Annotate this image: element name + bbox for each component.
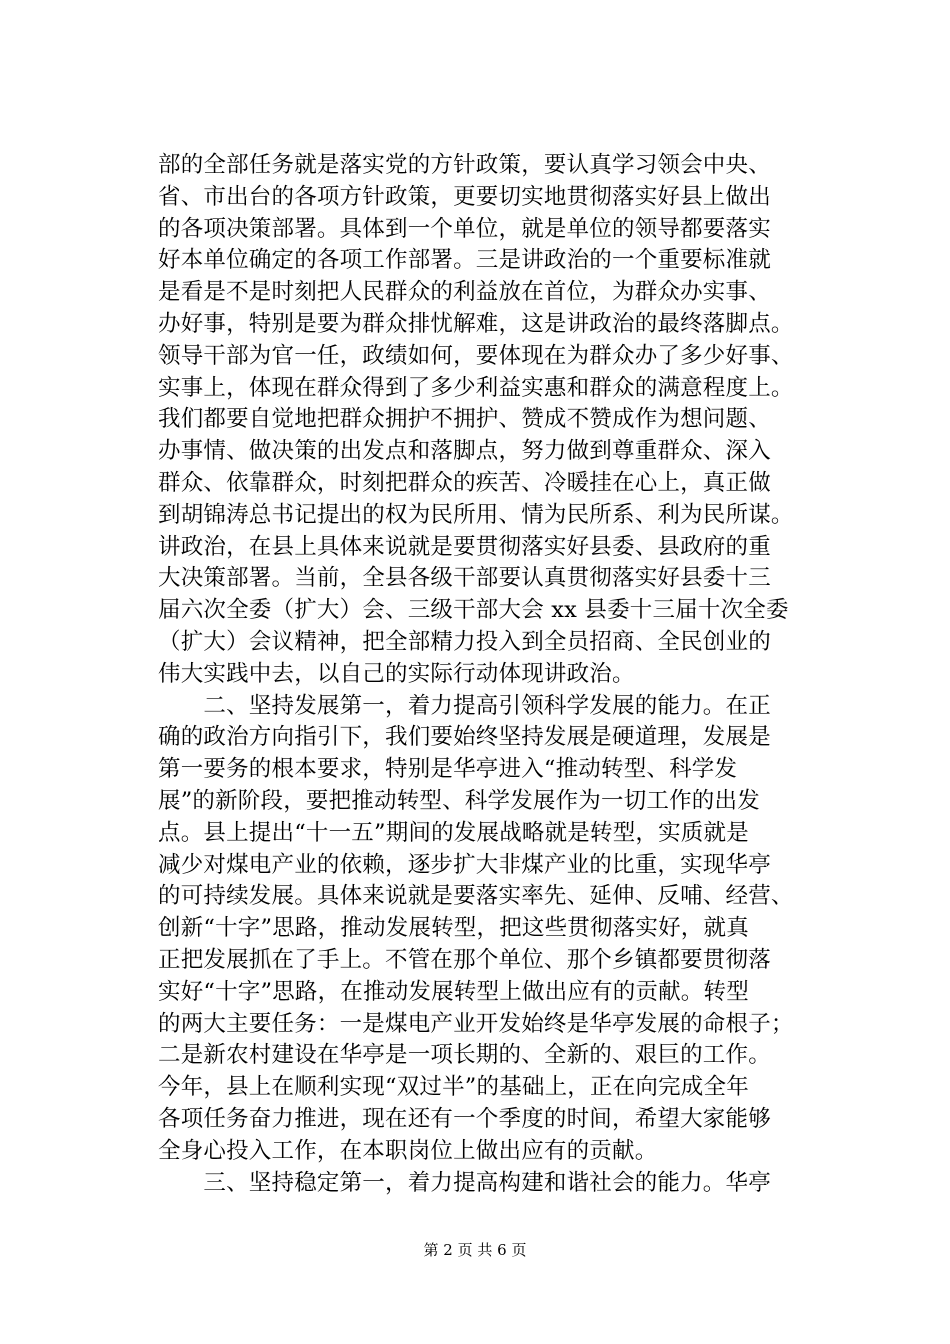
text-line: 讲政治，在县上具体来说就是要贯彻落实好县委、县政府的重 xyxy=(158,533,771,560)
text-line: 群众、依靠群众，时刻把群众的疾苦、冷暖挂在心上，真正做 xyxy=(158,469,771,496)
text-line: 的各项决策部署。具体到一个单位，就是单位的领导都要落实 xyxy=(158,215,771,242)
text-line: 办好事，特别是要为群众排忧解难，这是讲政治的最终落脚点。 xyxy=(158,310,794,337)
text-line: 今年，县上在顺利实现“双过半”的基础上，正在向完成全年 xyxy=(158,1074,749,1101)
text-line: 届六次全委（扩大）会、三级干部大会 xx 县委十三届十次全委 xyxy=(158,597,789,624)
text-line: 全身心投入工作，在本职岗位上做出应有的贡献。 xyxy=(158,1137,658,1164)
text-line: 的两大主要任务：一是煤电产业开发始终是华亭发展的命根子； xyxy=(158,1010,794,1037)
text-line: 各项任务奋力推进，现在还有一个季度的时间，希望大家能够 xyxy=(158,1105,771,1132)
text-line: 办事情、做决策的出发点和落脚点，努力做到尊重群众、深入 xyxy=(158,438,771,465)
text-line: 大决策部署。当前，全县各级干部要认真贯彻落实好县委十三 xyxy=(158,565,771,592)
text-line: 到胡锦涛总书记提出的权为民所用、情为民所系、利为民所谋。 xyxy=(158,501,794,528)
text-line: 部的全部任务就是落实党的方针政策，要认真学习领会中央、 xyxy=(158,152,771,178)
text-line: 实事上，体现在群众得到了多少利益实惠和群众的满意程度上。 xyxy=(158,374,794,401)
text-line: 减少对煤电产业的依赖，逐步扩大非煤产业的比重，实现华亭 xyxy=(158,851,771,878)
page-footer xyxy=(0,1240,950,1260)
text-line: 伟大实践中去，以自己的实际行动体现讲政治。 xyxy=(158,660,635,687)
body-text xyxy=(158,150,838,1199)
text-line: 第一要务的根本要求，特别是华亭进入“推动转型、科学发 xyxy=(158,756,738,783)
text-line: 是看是不是时刻把人民群众的利益放在首位，为群众办实事、 xyxy=(158,279,771,306)
page-number-label: 第 2 页 共 6 页 xyxy=(423,1241,527,1259)
text-line: 的可持续发展。具体来说就是要落实率先、延伸、反哺、经营、 xyxy=(158,883,794,910)
paragraph-start-line: 三、坚持稳定第一，着力提高构建和谐社会的能力。华亭 xyxy=(158,1169,771,1196)
text-line: 创新“十字”思路，推动发展转型，把这些贯彻落实好，就真 xyxy=(158,915,749,942)
text-line: 确的政治方向指引下，我们要始终坚持发展是硬道理，发展是 xyxy=(158,724,771,751)
paragraph-start-line: 二、坚持发展第一，着力提高引领科学发展的能力。在正 xyxy=(158,692,771,719)
text-line: 好本单位确定的各项工作部署。三是讲政治的一个重要标准就 xyxy=(158,247,771,274)
text-line: 我们都要自觉地把群众拥护不拥护、赞成不赞成作为想问题、 xyxy=(158,406,771,433)
text-line: 二是新农村建设在华亭是一项长期的、全新的、艰巨的工作。 xyxy=(158,1042,771,1069)
text-line: 正把发展抓在了手上。不管在那个单位、那个乡镇都要贯彻落 xyxy=(158,946,771,973)
text-line: 实好“十字”思路，在推动发展转型上做出应有的贡献。转型 xyxy=(158,978,749,1005)
text-line: （扩大）会议精神，把全部精力投入到全员招商、全民创业的 xyxy=(158,628,771,655)
text-line: 展”的新阶段，要把推动转型、科学发展作为一切工作的出发 xyxy=(158,787,760,814)
text-line: 点。县上提出“十一五”期间的发展战略就是转型，实质就是 xyxy=(158,819,749,846)
text-line: 省、市出台的各项方针政策，更要切实地贯彻落实好县上做出 xyxy=(158,183,771,210)
text-line: 领导干部为官一任，政绩如何，要体现在为群众办了多少好事、 xyxy=(158,342,794,369)
